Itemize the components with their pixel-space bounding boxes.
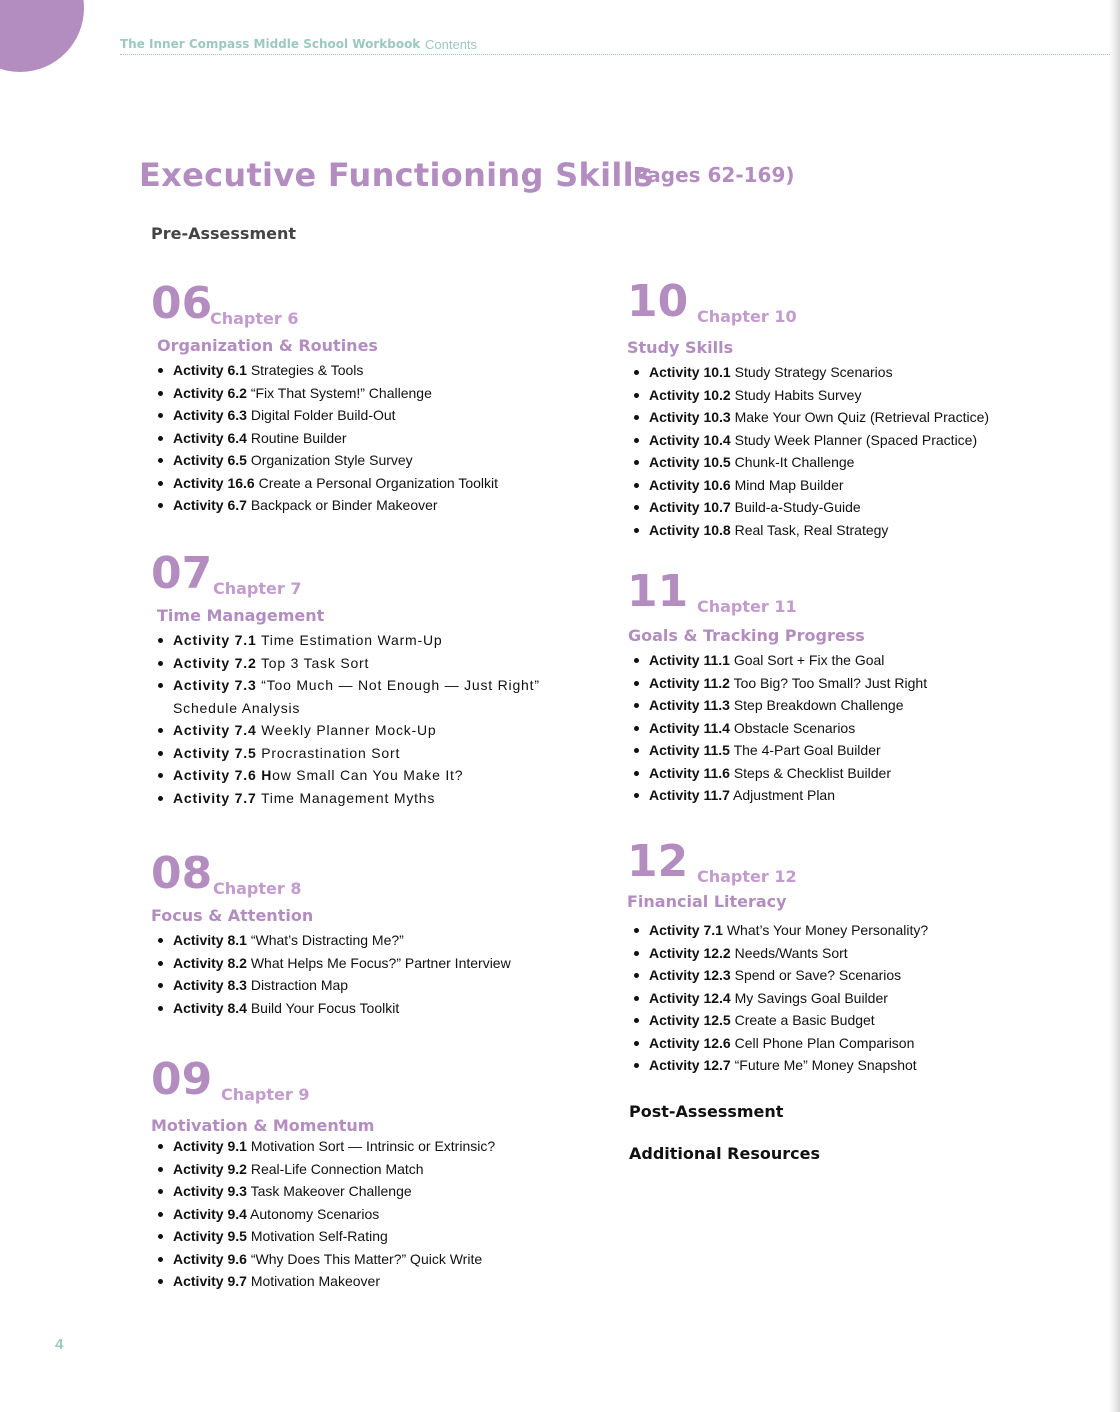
activity-item[interactable]: Activity 12.3 Spend or Save? Scenarios: [627, 964, 1067, 987]
chapter-label: Chapter 6: [210, 309, 299, 328]
activity-item[interactable]: Activity 12.2 Needs/Wants Sort: [627, 942, 1067, 965]
activity-item[interactable]: Activity 11.2 Too Big? Too Small? Just Right: [627, 672, 1067, 695]
activity-item[interactable]: Activity 7.5 Procrastination Sort: [151, 742, 551, 765]
chapter-label: Chapter 10: [697, 307, 797, 326]
chapter-number: 06: [151, 278, 213, 329]
activity-item[interactable]: Activity 11.4 Obstacle Scenarios: [627, 717, 1067, 740]
page-edge-shadow: [1109, 0, 1120, 1412]
activity-item[interactable]: Activity 10.3 Make Your Own Quiz (Retrieval Practice): [627, 406, 1067, 429]
activity-item[interactable]: Activity 9.4 Autonomy Scenarios: [151, 1203, 601, 1226]
activity-list: [627, 919, 1067, 1077]
chapter-number: 10: [627, 276, 689, 327]
chapter-07: [151, 548, 601, 809]
chapter-number: 08: [151, 848, 213, 899]
activity-item[interactable]: Activity 8.4 Build Your Focus Toolkit: [151, 997, 601, 1020]
running-header: [120, 36, 1110, 55]
page-title: Executive Functioning Skills: [139, 156, 654, 194]
chapter-header: [627, 566, 1067, 617]
chapter-label: Chapter 8: [213, 879, 302, 898]
chapter-number: 09: [151, 1054, 213, 1105]
header-section-label: Contents: [425, 37, 478, 52]
activity-item[interactable]: Activity 8.2 What Helps Me Focus?” Partner Interview: [151, 952, 601, 975]
chapter-number: 12: [627, 836, 689, 887]
activity-list: [627, 361, 1067, 541]
activity-item[interactable]: Activity 7.3 “Too Much — Not Enough — Just Right” Schedule Analysis: [151, 674, 551, 719]
activity-item[interactable]: Activity 11.5 The 4-Part Goal Builder: [627, 739, 1067, 762]
chapter-header: [151, 848, 601, 899]
activity-item[interactable]: Activity 12.5 Create a Basic Budget: [627, 1009, 1067, 1032]
activity-list: [151, 629, 551, 809]
activity-item[interactable]: Activity 7.2 Top 3 Task Sort: [151, 652, 551, 675]
activity-item[interactable]: Activity 10.6 Mind Map Builder: [627, 474, 1067, 497]
activity-item[interactable]: Activity 6.5 Organization Style Survey: [151, 449, 601, 472]
activity-item[interactable]: Activity 7.1 Time Estimation Warm-Up: [151, 629, 551, 652]
chapter-number: 07: [151, 548, 213, 599]
corner-decoration: [0, 0, 84, 72]
activity-item[interactable]: Activity 11.3 Step Breakdown Challenge: [627, 694, 1067, 717]
activity-item[interactable]: Activity 16.6 Create a Personal Organization Toolkit: [151, 472, 601, 495]
chapter-topic: Time Management: [157, 606, 325, 625]
chapter-topic: Organization & Routines: [157, 336, 378, 355]
chapter-09: [151, 1054, 601, 1293]
activity-item[interactable]: Activity 9.6 “Why Does This Matter?” Quick Write: [151, 1248, 601, 1271]
chapter-label: Chapter 12: [697, 867, 797, 886]
activity-item[interactable]: Activity 6.2 “Fix That System!” Challenge: [151, 382, 601, 405]
post-assessment-link[interactable]: Post-Assessment: [629, 1102, 784, 1121]
chapter-header: [151, 1054, 601, 1105]
chapter-topic: Goals & Tracking Progress: [628, 626, 865, 645]
activity-item[interactable]: Activity 10.2 Study Habits Survey: [627, 384, 1067, 407]
activity-item[interactable]: Activity 9.3 Task Makeover Challenge: [151, 1180, 601, 1203]
chapter-header: [627, 276, 1067, 327]
activity-item[interactable]: Activity 7.4 Weekly Planner Mock-Up: [151, 719, 551, 742]
pre-assessment-link[interactable]: Pre-Assessment: [151, 224, 296, 243]
header-book-title: The Inner Compass Middle School Workbook: [120, 37, 421, 51]
activity-item[interactable]: Activity 10.7 Build-a-Study-Guide: [627, 496, 1067, 519]
activity-item[interactable]: Activity 7.6 How Small Can You Make It?: [151, 764, 551, 787]
page-number: 4: [55, 1336, 64, 1353]
additional-resources-link[interactable]: Additional Resources: [629, 1144, 820, 1163]
activity-list: [627, 649, 1067, 807]
activity-item[interactable]: Activity 11.6 Steps & Checklist Builder: [627, 762, 1067, 785]
chapter-header: [151, 548, 601, 599]
activity-item[interactable]: Activity 12.6 Cell Phone Plan Comparison: [627, 1032, 1067, 1055]
chapter-10: [627, 276, 1067, 541]
chapter-topic: Study Skills: [627, 338, 734, 357]
activity-list: [151, 359, 601, 517]
chapter-label: Chapter 9: [221, 1085, 310, 1104]
activity-item[interactable]: Activity 10.4 Study Week Planner (Spaced Practice): [627, 429, 1067, 452]
activity-item[interactable]: Activity 6.1 Strategies & Tools: [151, 359, 601, 382]
activity-item[interactable]: Activity 10.1 Study Strategy Scenarios: [627, 361, 1067, 384]
activity-item[interactable]: Activity 6.4 Routine Builder: [151, 427, 601, 450]
activity-item[interactable]: Activity 7.7 Time Management Myths: [151, 787, 551, 810]
activity-item[interactable]: Activity 10.8 Real Task, Real Strategy: [627, 519, 1067, 542]
activity-list: [151, 929, 601, 1019]
chapter-topic: Focus & Attention: [151, 906, 314, 925]
activity-item[interactable]: Activity 12.7 “Future Me” Money Snapshot: [627, 1054, 1067, 1077]
chapter-label: Chapter 11: [697, 597, 797, 616]
chapter-topic: Financial Literacy: [627, 892, 787, 911]
activity-item[interactable]: Activity 9.5 Motivation Self-Rating: [151, 1225, 601, 1248]
activity-item[interactable]: Activity 9.7 Motivation Makeover: [151, 1270, 601, 1293]
chapter-08: [151, 848, 601, 1019]
chapter-06: [151, 278, 601, 517]
chapter-header: [151, 278, 601, 329]
activity-item[interactable]: Activity 12.4 My Savings Goal Builder: [627, 987, 1067, 1010]
activity-item[interactable]: Activity 6.3 Digital Folder Build-Out: [151, 404, 601, 427]
chapter-header: [627, 836, 1067, 887]
activity-item[interactable]: Activity 11.1 Goal Sort + Fix the Goal: [627, 649, 1067, 672]
page-range: (Pages 62-169): [624, 163, 795, 187]
activity-item[interactable]: Activity 11.7 Adjustment Plan: [627, 784, 1067, 807]
activity-item[interactable]: Activity 10.5 Chunk-It Challenge: [627, 451, 1067, 474]
activity-item[interactable]: Activity 6.7 Backpack or Binder Makeover: [151, 494, 601, 517]
chapter-number: 11: [627, 566, 689, 617]
activity-item[interactable]: Activity 8.1 “What’s Distracting Me?”: [151, 929, 601, 952]
activity-list: [151, 1135, 601, 1293]
chapter-12: [627, 836, 1067, 1077]
chapter-11: [627, 566, 1067, 807]
chapter-label: Chapter 7: [213, 579, 302, 598]
activity-item[interactable]: Activity 9.2 Real-Life Connection Match: [151, 1158, 601, 1181]
chapter-topic: Motivation & Momentum: [151, 1116, 375, 1135]
activity-item[interactable]: Activity 8.3 Distraction Map: [151, 974, 601, 997]
activity-item[interactable]: Activity 9.1 Motivation Sort — Intrinsic or Extrinsic?: [151, 1135, 601, 1158]
activity-item[interactable]: Activity 7.1 What’s Your Money Personality?: [627, 919, 1067, 942]
